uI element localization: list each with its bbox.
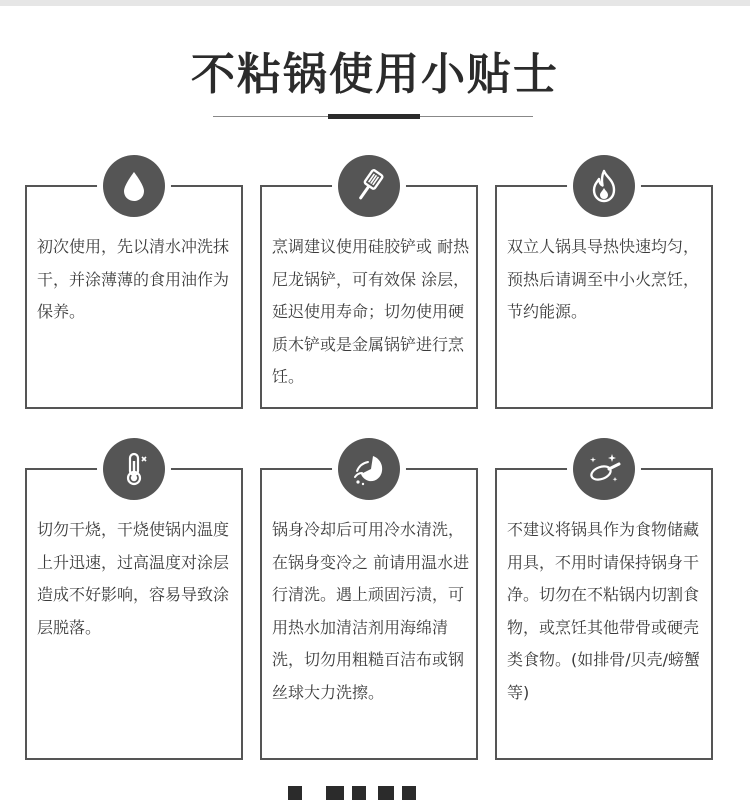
washing-icon [338, 438, 400, 500]
tip-card-storage [495, 468, 713, 760]
next-section-peek [0, 786, 750, 800]
top-strip [0, 0, 750, 6]
sparkling-pan-icon [573, 438, 635, 500]
tip-card-first-use [25, 185, 243, 409]
tip-card-utensils [260, 185, 478, 409]
spatula-icon [338, 155, 400, 217]
water-drop-icon [103, 155, 165, 217]
tip-text: 双立人锅具导热快速均匀，预热后请调至中小火烹饪，节约能源。 [507, 237, 700, 321]
tip-text: 初次使用，先以清水冲洗抹干，并涂薄薄的食用油作为保养。 [37, 237, 230, 321]
title-underline-accent [328, 114, 420, 119]
tip-card-cleaning [260, 468, 478, 760]
tip-text: 烹调建议使用硅胶铲或 耐热尼龙锅铲，可有效保 涂层，延迟使用寿命；切勿使用硬质木铲或是金属锅铲进行烹饪。 [272, 237, 470, 386]
tip-text: 锅身冷却后可用冷水清洗，在锅身变冷之 前请用温水进行清洗。遇上顽固污渍，可用热水加清洁剂用海绵清洗，切勿用粗糙百洁布或钢丝球大力洗擦。 [272, 520, 470, 702]
tip-card-heating [495, 185, 713, 409]
flame-icon [573, 155, 635, 217]
page-title: 不粘锅使用小贴士 [191, 49, 559, 100]
tip-text: 不建议将锅具作为食物储藏用具，不用时请保持锅身干净。切勿在不粘锅内切割食物，或烹饪其他带骨或硬壳类食物。(如排骨/贝壳/螃蟹等) [507, 520, 701, 702]
thermometer-icon [103, 438, 165, 500]
tip-card-no-dry-burn [25, 468, 243, 760]
tip-text: 切勿干烧，干烧使锅内温度上升迅速，过高温度对涂层造成不好影响，容易导致涂层脱落。 [37, 520, 230, 637]
